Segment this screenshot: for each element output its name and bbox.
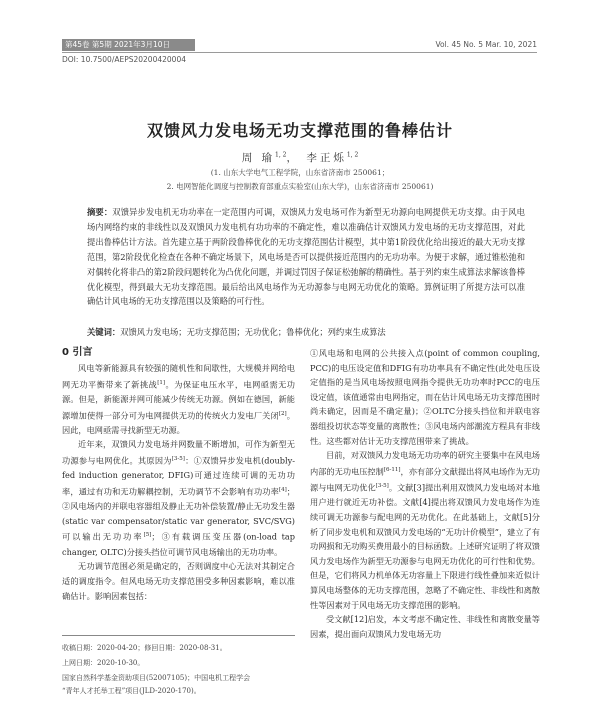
paragraph: 受文献[12]启发，本文考虑不确定性、非线性和离散变量等因素，提出面向双馈风力发电场无功 xyxy=(310,614,540,639)
citation: [4] xyxy=(279,486,287,493)
citation: [6-11] xyxy=(383,466,401,473)
body-column-right xyxy=(310,346,540,728)
citation: [3-5] xyxy=(375,483,389,490)
footnote-online: 上网日期：2020-10-30。 xyxy=(62,659,145,667)
paragraph: 近年来，双馈风力发电场并网数量不断增加，可作为新型无功源参与电网优化。其原因为[3-5]：①双馈异步发电机(doubly-fed induction generator, DFIG)可通过连续可调的无功功率，通过有功和无功解耦控制，无功调节不会影响有功功率[4]；②风电场内的并联电容器组及静止无功补偿装置/静止无功发生器(static var compensator/static var generator, SVC/SVG)可以输出无功功率[5]；③有载调压变压器(on-load tap changer, OLTC)分接头挡位可调节风电场输出的无功功率。 xyxy=(62,439,295,557)
keywords-text: 双馈风力发电场；无功支撑范围；无功优化；鲁棒优化；列约束生成算法 xyxy=(120,327,386,337)
abstract-label: 摘要： xyxy=(87,207,113,217)
footnote-fund: 国家自然科学基金资助项目(52007105)；中国电机工程学会 xyxy=(62,674,251,682)
keywords-label: 关键词： xyxy=(87,327,121,337)
paper-title: 双馈风力发电场无功支撑范围的鲁棒估计 xyxy=(146,121,453,140)
paragraph: 风电等新能源具有较强的随机性和间歇性，大规模并网给电网无功平衡带来了新挑战[1]。为保证电压水平，电网亟需无功源。但是，新能源并网可能减少传统无功源。例如在德国，新能源增加使得一部分可为电网提供无功的传统火力发电厂关闭[2]。因此，电网亟需寻找新型无功源。 xyxy=(62,363,295,435)
citation: [3-5] xyxy=(171,456,185,463)
doi: DOI: 10.7500/AEPS20200420004 xyxy=(62,55,186,64)
citation: [5] xyxy=(143,532,152,539)
author-affiliation-mark: 1, 2 xyxy=(346,151,359,159)
affiliation-2: 2. 电网智能化调度与控制教育部重点实验室(山东大学)，山东省济南市 250061) xyxy=(166,182,434,191)
paragraph: 目前，对双馈风力发电场无功功率的研究主要集中在风电场内部的无功电压控制[6-11]，亦有部分文献提出将风电场作为无功源与电网无功优化[3-5]。文献[3]提出利用双馈风力发电场对本地用户进行就近无功补偿。文献[4]提出将双馈风力发电场作为连续可调无功源参与配电网的无功优化。在此基础上，文献[5]分析了同步发电机和双馈风力发电场的“无功计价模型”，建立了有功网损和无功购买费用最小的目标函数。上述研究证明了将双馈风力发电场作为新型无功源参与电网无功优化的可行性和优势。但是，它们将风力机单体无功容量上下限进行线性叠加来近似计算风电场整体的无功支撑范围，忽略了不确定性、非线性和离散性等因素对于风电场无功支撑范围的影响。 xyxy=(310,450,540,610)
section-heading: 0 引言 xyxy=(62,347,93,358)
keywords xyxy=(87,325,525,339)
paragraph: ①风电场和电网的公共接入点(point of common coupling, PCC)的电压设定值和DFIG有功功率具有不确定性(此处电压设定值指的是当风电场按照电网指令提供无功功率时PCC的电压设定值，该值通常由电网指定，而在估计风电场无功支撑范围时尚未确定，因而是不确定量)；②OLTC分接头挡位和并联电容器组投切状态等变量的离散性；③风电场内部潮流方程具有非线性。这些都对估计无功支撑范围带来了挑战。 xyxy=(310,348,540,446)
citation: [2] xyxy=(278,410,287,417)
journal-issue-band: 第45卷 第5期 2021年3月10日 xyxy=(62,39,195,51)
affiliation-1: (1. 山东大学电气工程学院，山东省济南市 250061； xyxy=(210,168,390,177)
citation: [1] xyxy=(157,379,166,386)
author-name: 周 瑜 xyxy=(241,152,276,164)
header-rule xyxy=(62,52,537,53)
author-name: 李正烁 xyxy=(306,152,347,164)
abstract xyxy=(87,205,525,309)
paragraph: 无功调节范围必须是确定的，否则调度中心无法对其制定合适的调度指令。但风电场无功支撑范围受多种因素影响，难以准确估计。影响因素包括： xyxy=(62,561,295,601)
footnote-received: 收稿日期：2020-04-20；修回日期：2020-08-31。 xyxy=(62,644,227,652)
body-column-left xyxy=(62,361,295,616)
volume-info: Vol. 45 No. 5 Mar. 10, 2021 xyxy=(435,40,537,49)
footnote-fund-cont: “青年人才托举工程”项目(JLD-2020-170)。 xyxy=(62,687,201,695)
footnote-rule xyxy=(62,635,295,636)
abstract-text: 双馈异步发电机无功功率在一定范围内可调，双馈风力发电场可作为新型无功源向电网提供无功支撑。由于风电场内网络约束的非线性以及双馈风力发电机有功功率的不确定性，难以准确估计双馈风力发电场的无功支撑范围，对此提出鲁棒估计方法。首先建立基于两阶段鲁棒优化的无功支撑范围估计模型，其中第1阶段优化给出接近的最大无功支撑范围，第2阶段优化检查在各种不确定场景下，风电场是否可以提供接近范围内的无功功率。为便于求解，通过锥松弛和对偶转化将非凸的第2阶段问题转化为凸优化问题，并调过罚因子保证松弛解的精确性。基于列约束生成算法求解该鲁棒优化模型，得到最大无功支撑范围。最后给出风电场作为无功源参与电网无功优化的策略。算例证明了所提方法可以准确估计风电场的无功支撑范围以及策略的可行性。 xyxy=(87,207,525,307)
author-affiliation-mark: 1, 2 xyxy=(275,151,287,159)
author-line: 周 瑜$^{1, 2}$， 李正烁$^{1, 2}$ xyxy=(241,151,359,164)
